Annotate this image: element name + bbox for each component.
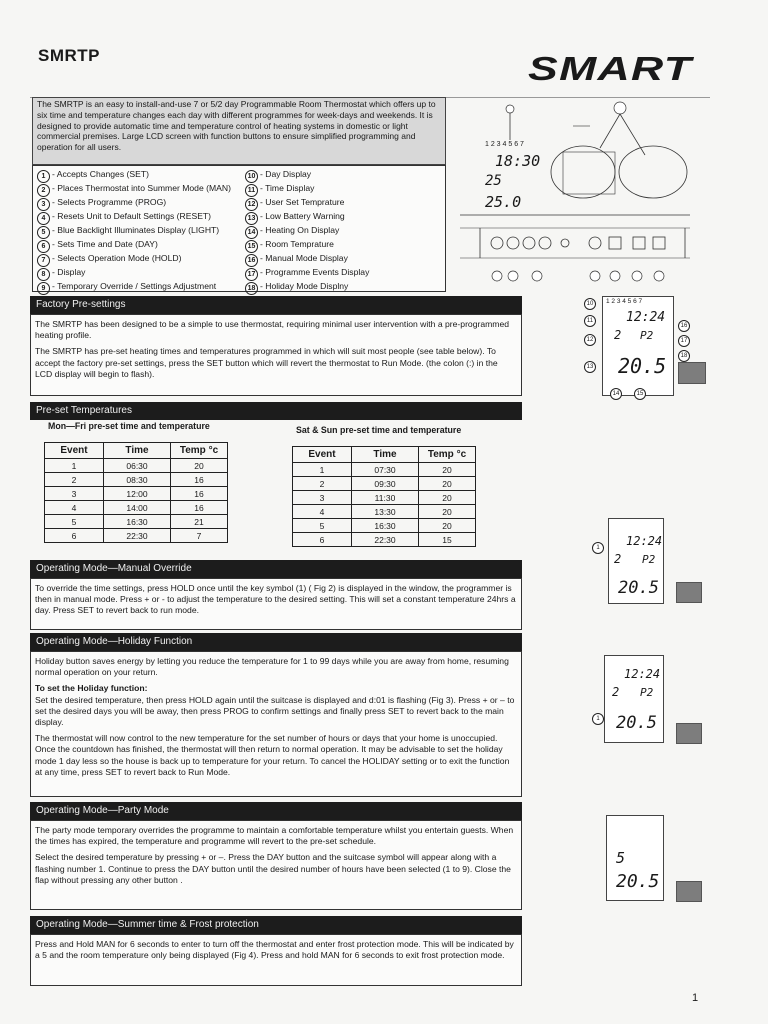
brand-logo: SMART [528, 50, 693, 87]
page-number: 1 [692, 992, 699, 1004]
event-cell: 1 [293, 463, 352, 477]
callout-11: 11 [584, 315, 596, 327]
key-number-badge: 1 [37, 170, 50, 183]
factory-paragraph-1: The SMRTP has been designed to be a simple to use thermostat, requiring minimal user intervention with a pre-programmed heating profile. [35, 319, 510, 341]
event-cell: 5 [45, 515, 104, 529]
key-description: - Day Display [260, 169, 312, 179]
lcd-day-display: 1 2 3 4 5 6 7 [606, 298, 643, 305]
table-row [293, 491, 476, 505]
intro-text: The SMRTP is an easy to install-and-use 7 or 5/2 day Programmable Room Thermostat which offers up to six time and temperature changes each day with different programmes for week-days and weekends. It is designed to provide automatic time and temperature control of heating systems in domestic or light commercial premises. Large LCD screen with function buttons to ensure simplified programming and operation for all users. [32, 97, 446, 165]
holiday-subheading: To set the Holiday function: [35, 683, 148, 694]
callout-1: 1 [592, 713, 604, 725]
key-description: - Accepts Changes (SET) [52, 169, 149, 179]
weekend-preset-table [292, 446, 476, 547]
lcd-time-display: 12:24 [626, 534, 663, 548]
table-row [45, 515, 228, 529]
table-row [293, 463, 476, 477]
key-list-item [37, 211, 242, 225]
column-header-temp: Temp °c [171, 443, 228, 459]
key-number-badge: 13 [245, 212, 258, 225]
event-cell: 6 [293, 533, 352, 547]
key-description: - Manual Mode Display [260, 253, 348, 263]
temp-cell: 16 [171, 501, 228, 515]
time-cell: 12:00 [104, 487, 171, 501]
table-row [293, 533, 476, 547]
event-cell: 4 [45, 501, 104, 515]
table-header-row [45, 443, 228, 459]
holiday-paragraph-2: Set the desired temperature, then press HOLD again until the suitcase is displayed and d:01 is flashing (Fig 3). Press + or – to set the desired days you will be away, then press PROG to confirm settings and finally press SET to revert back to the main display. [35, 694, 515, 728]
device-day-display: 1 2 3 4 5 6 7 [485, 141, 524, 148]
party-paragraph-1: The party mode temporary overrides the programme to maintain a comfortable temperature whilst you entertain guests. When the times has expired, the temperature and programme will revert to the pre-set schedule. [35, 825, 514, 847]
key-description: - Resets Unit to Default Settings (RESET) [52, 211, 212, 221]
key-list-item [37, 169, 242, 183]
callout-12: 12 [584, 334, 596, 346]
key-description: - Selects Programme (PROG) [52, 197, 167, 207]
time-cell: 22:30 [352, 533, 419, 547]
key-number-badge: 18 [245, 282, 258, 295]
section-title: Operating Mode—Holiday Function [30, 633, 522, 651]
table-row [45, 473, 228, 487]
temp-cell: 20 [419, 463, 476, 477]
key-number-badge: 12 [245, 198, 258, 211]
key-number-badge: 5 [37, 226, 50, 239]
weekday-preset-table [44, 442, 228, 543]
column-header-event: Event [45, 443, 104, 459]
key-number-badge: 4 [37, 212, 50, 225]
key-list-item [37, 197, 242, 211]
key-number-badge: 14 [245, 226, 258, 239]
temp-cell: 7 [171, 529, 228, 543]
key-number-badge: 16 [245, 254, 258, 267]
key-description: - Selects Operation Mode (HOLD) [52, 253, 182, 263]
temp-cell: 16 [171, 473, 228, 487]
time-cell: 08:30 [104, 473, 171, 487]
lcd-set-temp: P2 [640, 329, 654, 342]
section-title: Factory Pre-settings [30, 296, 522, 314]
key-list-item [245, 253, 443, 267]
callout-15: 15 [634, 388, 646, 400]
lcd-time-display: 12:24 [626, 310, 666, 325]
lcd-room-temp: 20.5 [616, 713, 657, 733]
device-time-display: 18:30 [495, 152, 541, 170]
key-list [32, 165, 446, 292]
key-list-item [37, 239, 242, 253]
time-cell: 11:30 [352, 491, 419, 505]
temp-cell: 20 [419, 491, 476, 505]
table-row [45, 459, 228, 473]
key-number-badge: 8 [37, 268, 50, 281]
section-body: Press and Hold MAN for 6 seconds to enter to turn off the thermostat and enter frost protection mode. This will be indicated by a 5 and the room temperature only being displayed (Fig 4). Press and hold MAN for 6 seconds to exit frost protection mode. [30, 934, 522, 986]
lcd-frost-indicator: 5 [616, 849, 626, 867]
key-description: - Room Temprature [260, 239, 334, 249]
section-body [30, 820, 522, 910]
weekend-table-body [293, 463, 476, 547]
key-description: - Blue Backlight Illuminates Display (LIGHT) [52, 225, 220, 235]
callout-18: 18 [678, 350, 690, 362]
temp-cell: 20 [419, 505, 476, 519]
key-list-item [245, 211, 443, 225]
key-number-badge: 9 [37, 282, 50, 295]
key-number-badge: 15 [245, 240, 258, 253]
time-cell: 14:00 [104, 501, 171, 515]
callout-14: 14 [610, 388, 622, 400]
key-description: - Time Display [260, 183, 315, 193]
time-cell: 22:30 [104, 529, 171, 543]
key-number-badge: 11 [245, 184, 258, 197]
key-description: - Heating On Display [260, 225, 340, 235]
section-body: To override the time settings, press HOLD once until the key symbol (1) ( Fig 2) is displayed in the window, the programmer is then in manual mode. Press + or - to adjust the temperature to the desired setting. This will set a constant temperature 24hrs a day. Press SET to revert back to run mode. [30, 578, 522, 630]
key-list-item [37, 183, 242, 197]
table-row [45, 501, 228, 515]
document-code: SMRTP [38, 46, 100, 65]
temp-cell: 20 [419, 477, 476, 491]
holiday-function-section [30, 633, 522, 797]
key-description: - Sets Time and Date (DAY) [52, 239, 158, 249]
key-list-item [245, 183, 443, 197]
temp-cell: 15 [419, 533, 476, 547]
table-row [45, 529, 228, 543]
lcd-event-number: 2 [614, 552, 622, 566]
preset-temperatures-header [30, 402, 522, 420]
section-body [30, 651, 522, 797]
lcd-event-number: 2 [612, 685, 620, 699]
backlight-swatch [676, 723, 702, 744]
key-number-badge: 7 [37, 254, 50, 267]
column-header-time: Time [352, 447, 419, 463]
manual-override-section [30, 560, 522, 630]
time-cell: 07:30 [352, 463, 419, 477]
device-room-temp-display: 25.0 [485, 193, 522, 211]
weekday-table-body [45, 459, 228, 543]
party-mode-section [30, 802, 522, 910]
key-list-item [245, 281, 443, 295]
event-cell: 2 [45, 473, 104, 487]
key-number-badge: 17 [245, 268, 258, 281]
callout-1: 1 [592, 542, 604, 554]
key-number-badge: 6 [37, 240, 50, 253]
factory-paragraph-2: The SMRTP has pre-set heating times and temperatures programmed in which will suit most people (see table below). To accept the factory pre-set settings, press the SET button which will revert the thermostat to Run Mode. (the colon (:) in the LCD display will begin to flash). [35, 346, 498, 379]
callout-17: 17 [678, 335, 690, 347]
temp-cell: 20 [171, 459, 228, 473]
event-cell: 3 [45, 487, 104, 501]
key-description: - Holiday Mode Displny [260, 281, 349, 291]
key-list-left [37, 169, 242, 295]
key-description: - Temporary Override / Settings Adjustment [52, 281, 217, 291]
lcd-set-temp: P2 [640, 686, 654, 699]
section-title: Operating Mode—Party Mode [30, 802, 522, 820]
key-description: - Display [52, 267, 86, 277]
lcd-set-temp: P2 [642, 553, 656, 566]
callout-10: 10 [584, 298, 596, 310]
backlight-swatch [676, 582, 702, 603]
key-list-item [37, 225, 242, 239]
key-description: - User Set Temprature [260, 197, 345, 207]
event-cell: 6 [45, 529, 104, 543]
time-cell: 16:30 [352, 519, 419, 533]
key-list-item [245, 197, 443, 211]
figure-holiday-mode [590, 655, 702, 745]
temp-cell: 16 [171, 487, 228, 501]
key-number-badge: 2 [37, 184, 50, 197]
event-cell: 5 [293, 519, 352, 533]
callout-13: 13 [584, 361, 596, 373]
section-body [30, 314, 522, 396]
backlight-swatch [678, 362, 706, 384]
temp-cell: 20 [419, 519, 476, 533]
table-row [293, 477, 476, 491]
backlight-swatch [676, 881, 702, 902]
thermostat-illustration [455, 100, 695, 290]
callout-16: 16 [678, 320, 690, 332]
figure-lcd-keyed [580, 296, 710, 400]
key-description: - Programme Events Display [260, 267, 370, 277]
table-row [293, 505, 476, 519]
key-list-item [245, 169, 443, 183]
key-list-item [245, 239, 443, 253]
column-header-event: Event [293, 447, 352, 463]
party-paragraph-2: Select the desired temperature by pressing + or –. Press the DAY button and the suitcase symbol will appear along with a flashing number 1. Continue to press the DAY button until the desired number of hours have been selected (1 to 9). Close the flap without pressing any other button . [35, 852, 511, 885]
column-header-time: Time [104, 443, 171, 459]
key-list-item [37, 253, 242, 267]
figure-manual-mode [590, 518, 702, 606]
event-cell: 4 [293, 505, 352, 519]
holiday-paragraph-1: Holiday button saves energy by letting you reduce the temperature for 1 to 99 days while you are away from home, resuming normal operation on your return. [35, 656, 509, 678]
event-cell: 2 [293, 477, 352, 491]
section-title: Pre-set Temperatures [30, 402, 522, 420]
key-list-right [245, 169, 443, 295]
figure-frost-protection [606, 815, 702, 903]
key-number-badge: 3 [37, 198, 50, 211]
key-list-item [37, 267, 242, 281]
section-title: Operating Mode—Summer time & Frost protection [30, 916, 522, 934]
section-title: Operating Mode—Manual Override [30, 560, 522, 578]
factory-presettings-section [30, 296, 522, 396]
device-set-temp-display: 25 [485, 173, 502, 189]
lcd-room-temp: 20.5 [616, 871, 660, 892]
key-list-item [245, 225, 443, 239]
lcd-time-display: 12:24 [624, 667, 661, 681]
event-cell: 1 [45, 459, 104, 473]
temp-cell: 21 [171, 515, 228, 529]
key-description: - Low Battery Warning [260, 211, 345, 221]
lcd-event-number: 2 [614, 328, 622, 342]
time-cell: 09:30 [352, 477, 419, 491]
summer-frost-section [30, 916, 522, 986]
holiday-paragraph-3: The thermostat will now control to the new temperature for the set number of hours or days that your home is unoccupied. Once the countdown has finished, the thermostat will then return to normal operation. It may be advisable to set the holiday mode 1 day less so the house is back up to temperature for your return. To cancel the HOLIDAY setting or to exit the function at any time, press SET to revert back to Run Mode. [35, 733, 510, 777]
event-cell: 3 [293, 491, 352, 505]
key-list-item [37, 281, 242, 295]
lcd-room-temp: 20.5 [618, 354, 667, 378]
weekday-table-label: Mon—Fri pre-set time and temperature [48, 421, 210, 431]
key-number-badge: 10 [245, 170, 258, 183]
column-header-temp: Temp °c [419, 447, 476, 463]
time-cell: 06:30 [104, 459, 171, 473]
key-list-item [245, 267, 443, 281]
time-cell: 16:30 [104, 515, 171, 529]
table-header-row [293, 447, 476, 463]
lcd-room-temp: 20.5 [618, 578, 659, 598]
table-row [293, 519, 476, 533]
key-description: - Places Thermostat into Summer Mode (MAN) [52, 183, 231, 193]
table-row [45, 487, 228, 501]
time-cell: 13:30 [352, 505, 419, 519]
weekend-table-label: Sat & Sun pre-set time and temperature [296, 425, 462, 435]
